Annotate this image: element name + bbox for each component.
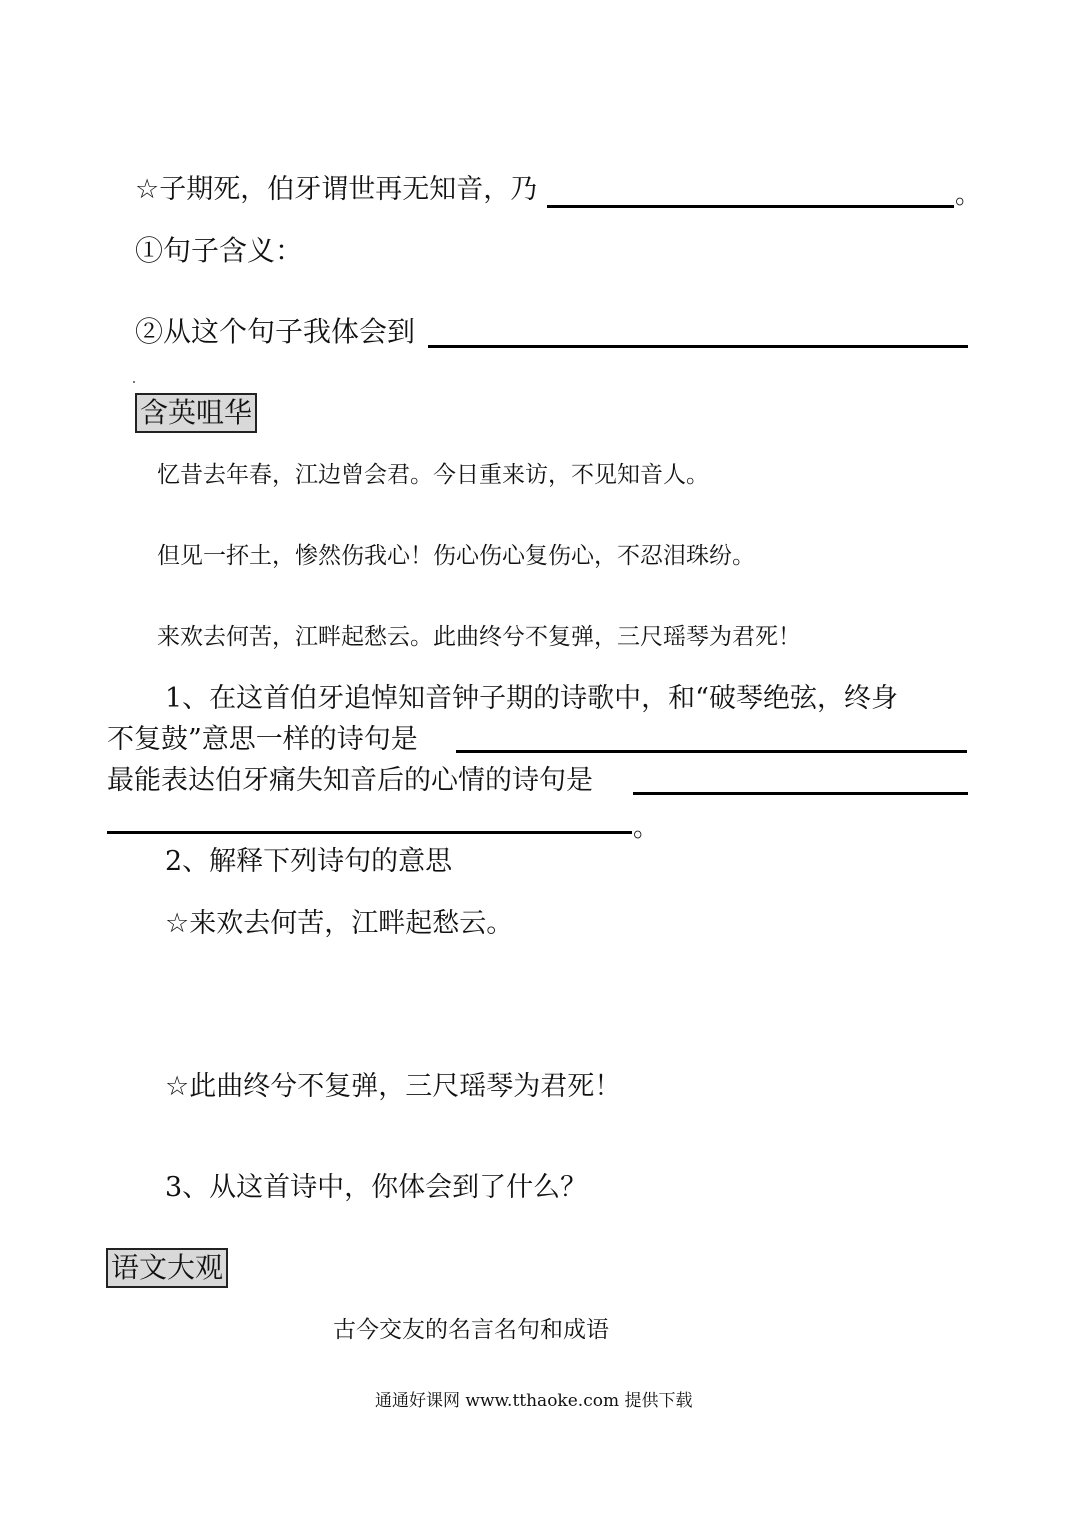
poem-line: 来欢去何苦，江畔起愁云。此曲终兮不复弹，三尺瑶琴为君死！: [157, 624, 801, 650]
question-2-item-b: ☆此曲终兮不复弹，三尺瑶琴为君死！: [165, 1071, 622, 1102]
answer-blank[interactable]: [633, 792, 968, 795]
answer-blank[interactable]: [547, 205, 954, 208]
question-1-line3: 最能表达伯牙痛失知音后的心情的诗句是: [107, 765, 593, 796]
meaning-label: ①句子含义：: [135, 234, 304, 267]
question-2-item-a: ☆来欢去何苦，江畔起愁云。: [165, 908, 514, 939]
footer-text: 通通好课网 www.tthaoke.com 提供下载: [375, 1391, 693, 1411]
answer-blank[interactable]: [456, 750, 967, 753]
section-subtitle: 古今交友的名言名句和成语: [333, 1317, 609, 1343]
section-title-yuwendaguan: 语文大观: [106, 1248, 228, 1288]
question-2: 2、解释下列诗句的意思: [165, 846, 453, 877]
section-title-hanyingjuhua: 含英咀华: [135, 393, 257, 433]
poem-line: 忆昔去年春，江边曾会君。今日重来访，不见知音人。: [157, 462, 709, 488]
scan-dot: [133, 381, 135, 383]
poem-line: 但见一抔土，惨然伤我心！伤心伤心复伤心，不忍泪珠纷。: [157, 543, 755, 569]
question-star-line: ☆子期死，伯牙谓世再无知音，乃: [135, 174, 538, 205]
question-3: 3、从这首诗中，你体会到了什么？: [165, 1172, 588, 1203]
question-1-line1: 1、在这首伯牙追悼知音钟子期的诗歌中，和“破琴绝弦，终身: [165, 683, 898, 714]
question-1-line2: 不复鼓”意思一样的诗句是: [107, 724, 418, 755]
line-end-period: 。: [955, 180, 982, 210]
line-end-period: 。: [633, 813, 660, 843]
feel-label: ②从这个句子我体会到: [135, 315, 416, 348]
answer-blank[interactable]: [107, 831, 632, 834]
answer-blank[interactable]: [428, 345, 968, 348]
